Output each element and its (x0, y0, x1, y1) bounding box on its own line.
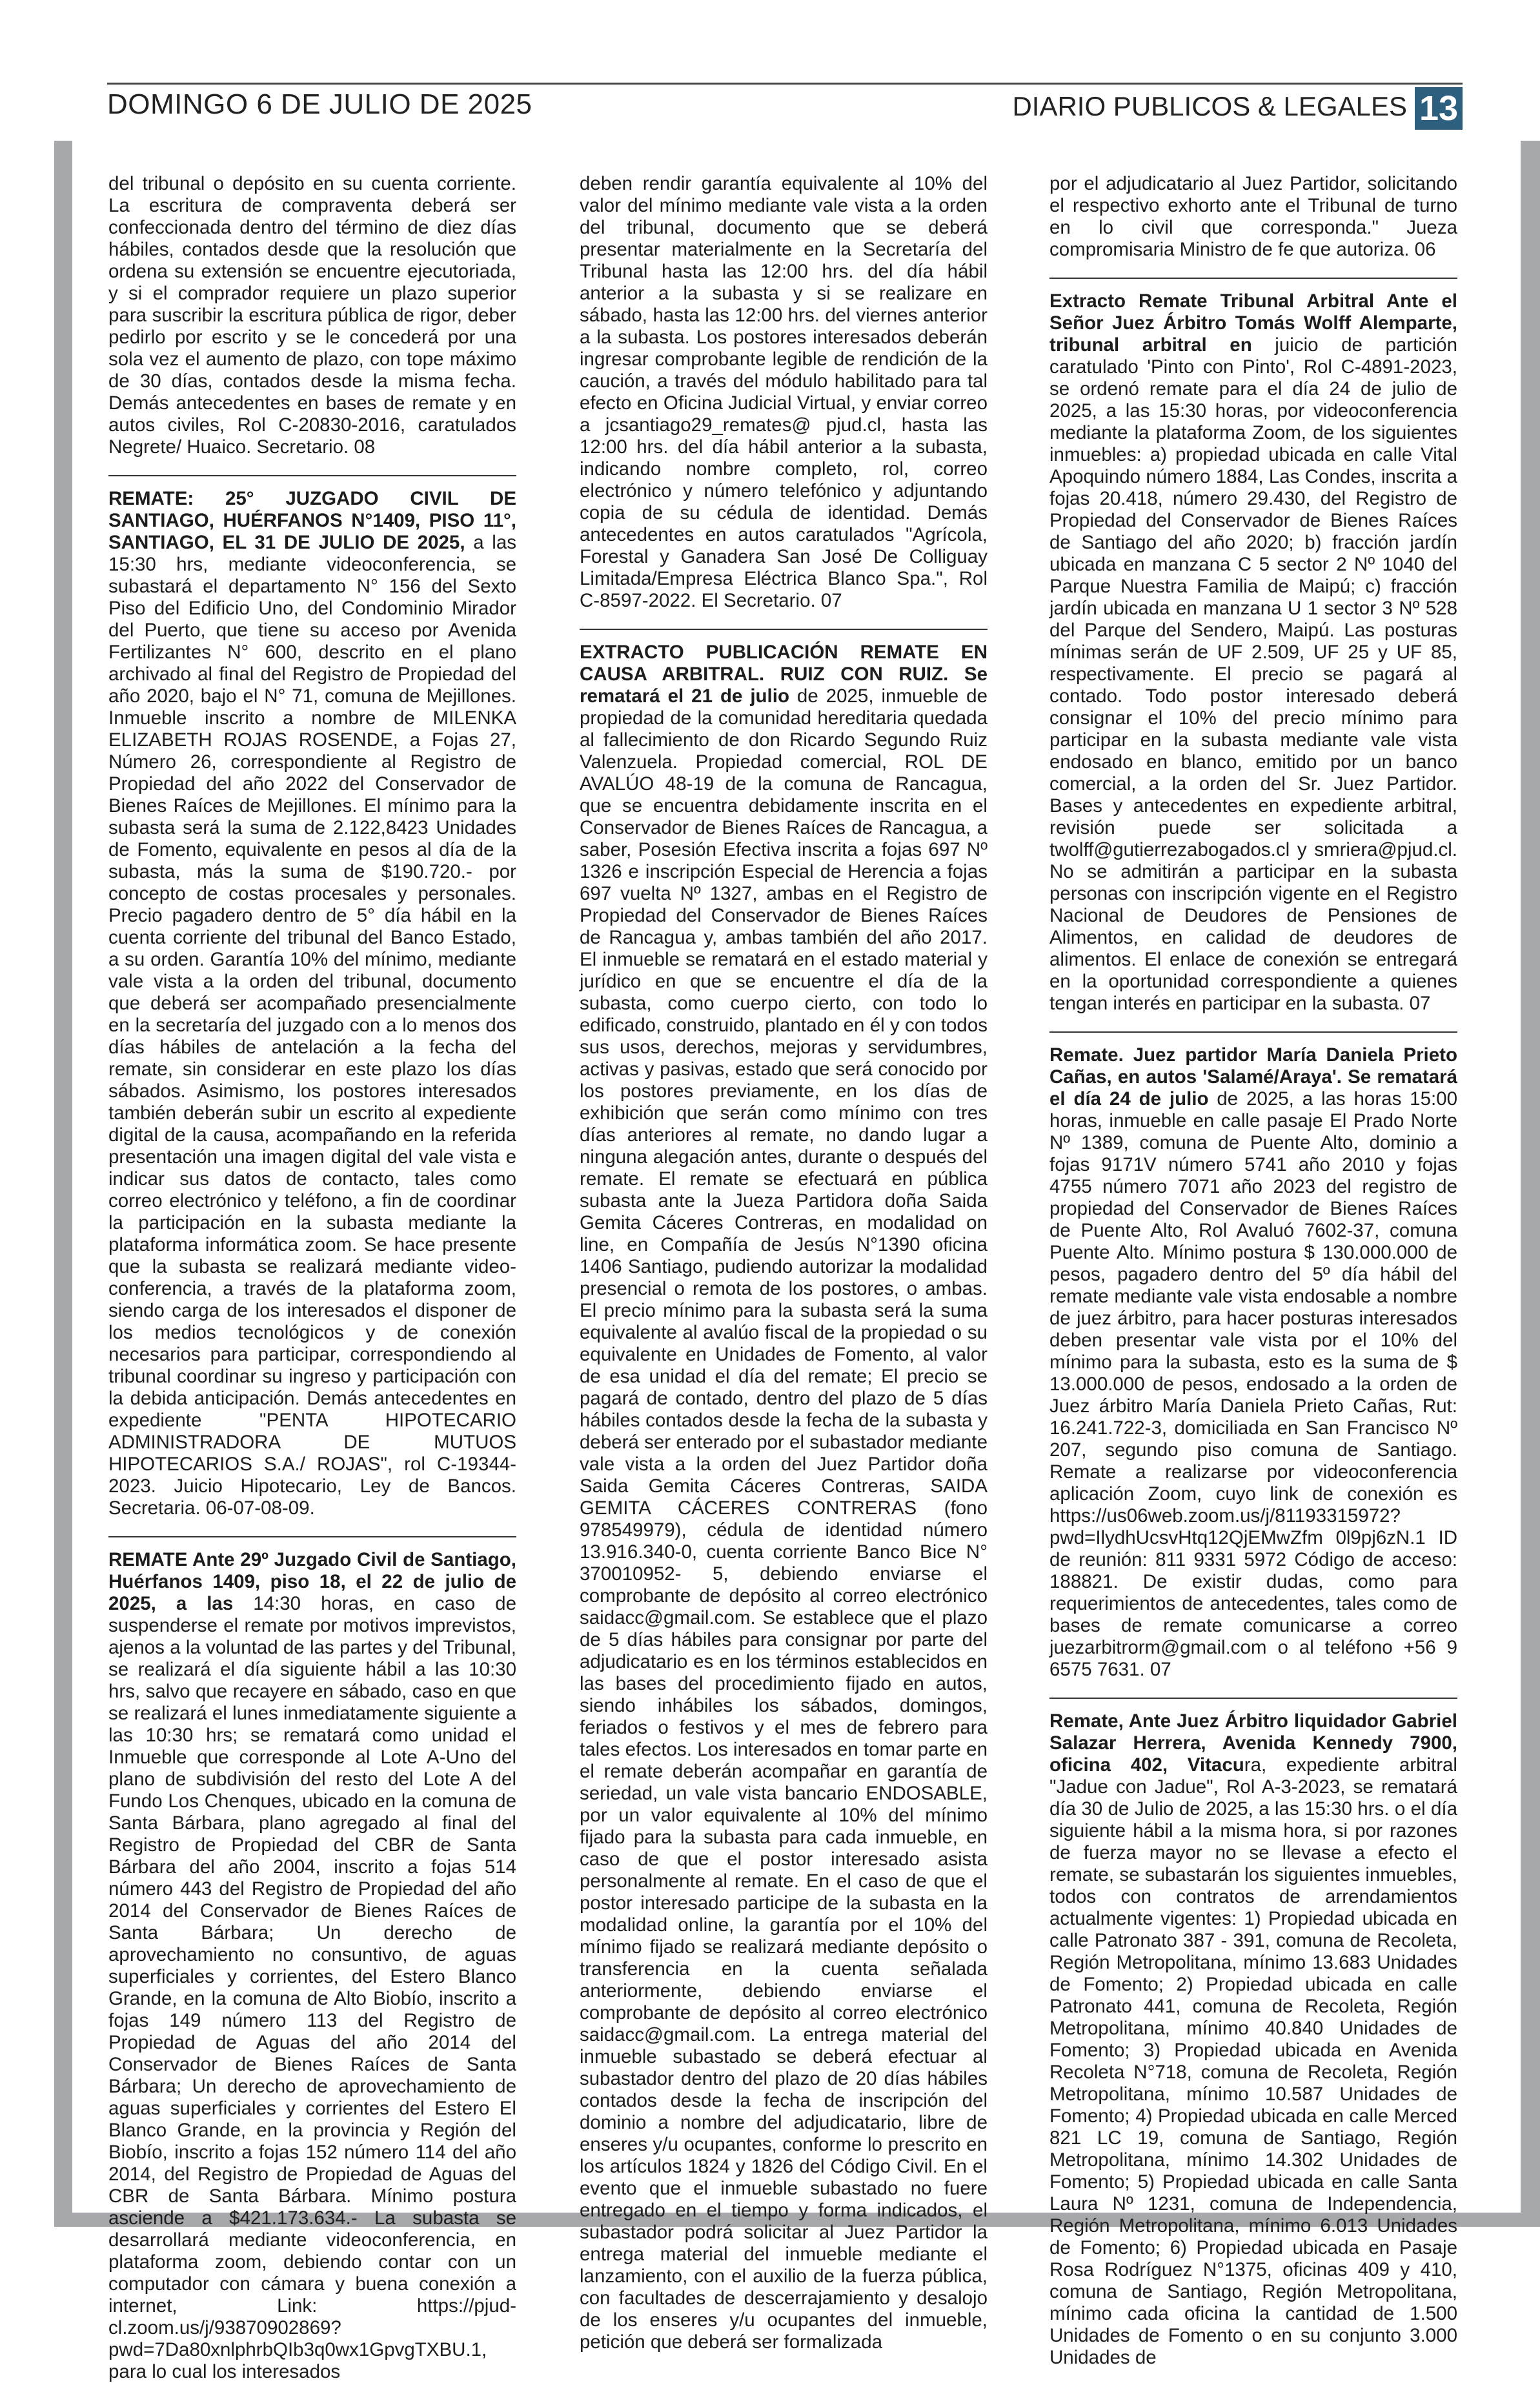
notices-area (72, 141, 1521, 2382)
notice-divider (108, 1536, 516, 1537)
notice-heading: REMATE Ante 29º Juzgado Civil de Santiago, Huérfanos 1409, piso 18, el 22 de julio de 2025, a las (108, 1549, 516, 1614)
notice-jadue-con-jadue (1049, 1710, 1457, 2369)
notice-body: 14:30 horas, en caso de suspenderse el remate por motivos imprevistos, ajenos a la voluntad de las partes y del Tribunal, se realizará el día siguiente hábil a las 10:30 hrs, salvo que recayere en sábado, caso en que se realizará el lunes inmediatamente siguiente a las 10:30 hrs; se rematará como unidad el Inmueble que corresponde al Lote A-Uno del plano de subdivisión del resto del Lote A del Fundo Los Chenques, ubicado en la comuna de Santa Bárbara, plano agregado al final del Registro de Propiedad del CBR de Santa Bárbara del año 2004, inscrito a fojas 514 número 443 del Registro de Propiedad del año 2014 del Conservador de Bienes Raíces de Santa Bárbara; Un derecho de aprovechamiento no consuntivo, de aguas superficiales y corrientes, del Estero Blanco Grande, en la comuna de Alto Biobío, inscrito a fojas 149 número 113 del Registro de Propiedad de Aguas del año 2014 del Conservador de Bienes Raíces de Santa Bárbara; Un derecho de aprovechamiento de aguas superficiales y corrientes del Estero El Blanco Grande, en la provincia y Región del Biobío, inscrito a fojas 152 número 114 del año 2014, del Registro de Propiedad de Aguas del CBR de Santa Bárbara. Mínimo postura asciende a $421.173.634.- La subasta se desarrollará mediante videoconferencia, en plataforma zoom, debiendo contar con un computador con cámara y buena conexión a internet, Link: https://pjud-cl.zoom.us/j/93870902869?pwd=7Da80xnlphrbQIb3q0wx1GpvgTXBU.1, para lo cual los interesados (108, 1593, 516, 2382)
notice-divider (1049, 278, 1457, 279)
notice-ruiz-con-ruiz (580, 642, 988, 2353)
column-3 (1049, 173, 1457, 2368)
notice-continuation: por el adjudicatario al Juez Partidor, solicitando el respectivo exhorto ante el Tribunal de turno en lo civil que corresponda." Jueza compromisaria Ministro de fe que autoriza. 06 (1049, 173, 1457, 260)
notice-body: de 2025, a las horas 15:00 horas, inmueble en calle pasaje El Prado Norte Nº 1389, comuna de Puente Alto, dominio a fojas 9171V número 5741 año 2010 y fojas 4755 número 7071 año 2023 del registro de propiedad del Conservador de Bienes Raíces de Puente Alto, Rol Avaluó 7602-37, comuna Puente Alto. Mínimo postura $ 130.000.000 de pesos, pagadero dentro del 5º día hábil del remate mediante vale vista endosable a nombre de juez árbitro, para hacer posturas interesados deben presentar vale vista por el 10% del mínimo para la subasta, esto es la suma de $ 13.000.000 de pesos, endosado a la orden de Juez árbitro María Daniela Prieto Cañas, Rut: 16.241.722-3, domiciliada en San Francisco Nº 207, segundo piso comuna de Santiago. Remate a realizarse por videoconferencia aplicación Zoom, cuyo link de conexión es https://us06web.zoom.us/j/81193315972?pwd=IlydhUcsvHtq12QjEMwZfm 0l9pj6zN.1 ID de reunión: 811 9331 5972 Código de acceso: 188821. De existir dudas, como para requerimientos de antecedentes, tales como de bases de remate comunicarse a correo juezarbitrorm@gmail.com o al teléfono +56 9 6575 7631. 07 (1049, 1088, 1457, 1680)
notice-continuation: del tribunal o depósito en su cuenta corriente. La escritura de compraventa deberá ser confeccionada dentro del término de diez días hábiles, contados desde que la resolución que ordena su extensión se encuentre ejecutoriada, y si el comprador requiere un plazo superior para suscribir la escritura pública de rigor, deber pedirlo por escrito y se le concederá por una sola vez el aumento de plazo, con tope máximo de 30 días, contados desde la misma fecha. Demás antecedentes en bases de remate y en autos civiles, Rol C-20830-2016, caratulados Negrete/ Huaico. Secretario. 08 (108, 173, 516, 458)
notice-pinto-con-pinto (1049, 290, 1457, 1015)
notice-divider (1049, 1698, 1457, 1699)
column-1 (108, 173, 517, 2382)
notice-heading: Remate, Ante Juez Árbitro liquidador Gabriel Salazar Herrera, Avenida Kennedy 7900, oficina 402, Vitacu (1049, 1710, 1457, 1776)
notice-remate-25-juzgado (108, 488, 516, 1519)
issue-date: DOMINGO 6 DE JULIO DE 2025 (107, 88, 532, 120)
publication-name: DIARIO PUBLICOS & LEGALES (1012, 91, 1407, 121)
notice-salame-araya (1049, 1044, 1457, 1681)
column-2 (580, 173, 988, 2353)
notice-continuation: deben rendir garantía equivalente al 10% del valor del mínimo mediante vale vista a la orden del tribunal, documento que se deberá presentar materialmente en la Secretaría del Tribunal hasta las 12:00 hrs. del día hábil anterior a la subasta y si se realizare en sábado, hasta las 12:00 hrs. del viernes anterior a la subasta. Los postores interesados deberán ingresar comprobante legible de rendición de la caución, a través del módulo habilitado para tal efecto en Oficina Judicial Virtual, y enviar correo a jcsantiago29_remates@ pjud.cl, hasta las 12:00 hrs. del día hábil anterior a la subasta, indicando nombre completo, rol, correo electrónico y número telefónico y adjuntando copia de su cédula de identidad. Demás antecedentes en autos caratulados "Agrícola, Forestal y Ganadera San José De Colliguay Limitada/Empresa Eléctrica Blanco Spa.", Rol C-8597-2022. El Secretario. 07 (580, 173, 988, 611)
notice-divider (108, 475, 516, 476)
notice-heading: EXTRACTO PUBLICACIÓN REMATE EN CAUSA ARBITRAL. RUIZ CON RUIZ. Se rematará el 21 de julio (580, 642, 988, 707)
notice-remate-29-juzgado (108, 1549, 516, 2383)
notice-heading: REMATE: 25° JUZGADO CIVIL DE SANTIAGO, HUÉRFANOS N°1409, PISO 11°, SANTIAGO, EL 31 DE JULIO DE 2025, (108, 488, 516, 553)
notice-heading: Remate. Juez partidor María Daniela Prieto Cañas, en autos 'Salamé/Araya'. Se rematará el día 24 de julio (1049, 1044, 1457, 1110)
notice-body: juicio de partición caratulado 'Pinto con Pinto', Rol C-4891-2023, se ordenó remate para el día 24 de julio de 2025, a las 15:30 horas, por videoconferencia mediante la plataforma Zoom, de los siguientes inmuebles: a) propiedad ubicada en calle Vital Apoquindo número 1884, Las Condes, inscrita a fojas 20.418, número 29.430, del Registro de Propiedad del Conservador de Bienes Raíces de Santiago del año 2020; b) fracción jardín ubicada en manzana C 5 sector 2 Nº 1040 del Parque Nuestra Familia de Maipú; c) fracción jardín ubicada en manzana U 1 sector 3 Nº 528 del Parque del Sendero, Maipú. Las posturas mínimas serán de UF 2.509, UF 25 y UF 85, respectivamente. El precio se pagará al contado. Todo postor interesado deberá consignar el 10% del precio mínimo para participar en la subasta mediante vale vista endosado en blanco, emitido por un banco comercial, a la orden del Sr. Juez Partidor. Bases y antecedentes en expediente arbitral, revisión puede ser solicitada a twolff@gutierrezabogados.cl y smriera@pjud.cl. No se admitirán a participar en la subasta personas con inscripción vigente en el Registro Nacional de Deudores de Pensiones de Alimentos, en calidad de deudores de alimentos. El enlace de conexión se entregará en la oportunidad correspondiente a quienes tengan interés en participar en la subasta. 07 (1049, 334, 1457, 1014)
notice-body: a las 15:30 hrs, mediante videoconferencia, se subastará el departamento N° 156 del Sexto Piso del Edificio Uno, del Condominio Mirador del Puerto, que tiene su acceso por Avenida Fertilizantes N° 600, descrito en el plano archivado al final del Registro de Propiedad del año 2020, bajo el N° 71, comuna de Mejillones. Inmueble inscrito a nombre de MILENKA ELIZABETH ROJAS ROSENDE, a Fojas 27, Número 26, correspondiente al Registro de Propiedad del año 2022 del Conservador de Bienes Raíces de Mejillones. El mínimo para la subasta será la suma de 2.122,8423 Unidades de Fomento, equivalente en pesos al día de la subasta, más la suma de $190.720.- por concepto de costas procesales y personales. Precio pagadero dentro de 5° día hábil en la cuenta corriente del tribunal del Banco Estado, a su orden. Garantía 10% del mínimo, mediante vale vista a la orden del tribunal, documento que deberá ser acompañado presencialmente en la secretaría del juzgado con a lo menos dos días hábiles de antelación a la fecha del remate, sin considerar en este plazo los días sábados. Asimismo, los postores interesados también deberán subir un escrito al expediente digital de la causa, acompañando en la referida presentación una imagen digital del vale vista e indicar sus datos de contacto, tales como correo electrónico y teléfono, a fin de coordinar la participación en la subasta mediante la plataforma informática zoom. Se hace presente que la subasta se realizará mediante video- conferencia, a través de la plataforma zoom, siendo carga de los interesados el disponer de los medios tecnológicos y de conexión necesarios para participar, correspondiendo al tribunal coordinar su ingreso y participación con la debida anticipación. Demás antecedentes en expediente "PENTA HIPOTECARIO ADMINISTRADORA DE MUTUOS HIPOTECARIOS S.A./ ROJAS", rol C-19344-2023. Juicio Hipotecario, Ley de Bancos. Secretaria. 06-07-08-09. (108, 532, 517, 1519)
page-number-badge: 13 (1415, 87, 1463, 130)
notice-body: de 2025, inmueble de propiedad de la comunidad hereditaria quedada al fallecimiento de don Ricardo Segundo Ruiz Valenzuela. Propiedad comercial, ROL DE AVALÚO 48-19 de la comuna de Rancagua, que se encuentra debidamente inscrita en el Conservador de Bienes Raíces de Rancagua, a saber, Posesión Efectiva inscrita a fojas 697 Nº 1326 e inscripción Especial de Herencia a fojas 697 vuelta Nº 1327, ambas en el Registro de Propiedad del Conservador de Bienes Raíces de Rancagua y, ambas también del año 2017. El inmueble se rematará en el estado material y jurídico en que se encuentre el día de la subasta, como cuerpo cierto, con todo lo edificado, construido, plantado en él y con todos sus usos, derechos, mejoras y servidumbres, activas y pasivas, estado que será conocido por los postores previamente, en los días de exhibición que serán como mínimo con tres días anteriores al remate, no dando lugar a ninguna alegación antes, durante o después del remate. El remate se efectuará en pública subasta ante la Jueza Partidora doña Saida Gemita Cáceres Contreras, en modalidad on line, en Compañía de Jesús N°1390 oficina 1406 Santiago, pudiendo autorizar la modalidad presencial o remota de los postores, o ambas. El precio mínimo para la subasta será la suma equivalente al avalúo fiscal de la propiedad o su equivalente en Unidades de Fomento, al valor de esa unidad el día del remate; El precio se pagará de contado, dentro del plazo de 5 días hábiles contados desde la fecha de la subasta y deberá ser enterado por el subastador mediante vale vista a la orden del Juez Partidor doña Saida Gemita Cáceres Contreras, SAIDA GEMITA CÁCERES CONTRERAS (fono 978549979), cédula de identidad número 13.916.340-0, cuenta corriente Banco Bice N° 370010952- 5, debiendo enviarse el comprobante de depósito al correo electrónico saidacc@gmail.com. Se establece que el plazo de 5 días hábiles para consignar por parte del adjudicatario es en los términos establecidos en las bases del procedimiento fijado en autos, siendo inhábiles los sábados, domingos, feriados o festivos y el mes de febrero para tales efectos. Los interesados en tomar parte en el remate deberán acompañar en garantía de seriedad, un vale vista bancario ENDOSABLE, por un valor equivalente al 10% del mínimo fijado para la subasta para cada inmueble, en caso de que el postor interesado asista personalmente al remate. En el caso de que el postor interesado participe de la subasta en la modalidad online, la garantía por el 10% del mínimo fijado se realizará mediante depósito o transferencia en la cuenta señalada anteriormente, debiendo enviarse el comprobante de depósito al correo electrónico saidacc@gmail.com. La entrega material del inmueble subastado se deberá efectuar al subastador dentro del plazo de 20 días hábiles contados desde la fecha de inscripción del dominio a nombre del adjudicatario, libre de enseres y/u ocupantes, conforme lo prescrito en los artículos 1824 y 1826 del Código Civil. En el evento que el inmueble subastado no fuere entregado en el tiempo y forma indicados, el subastador podrá solicitar al Juez Partidor la entrega material del inmueble mediante el lanzamiento, con el auxilio de la fuerza pública, con facultades de descerrajamiento y desalojo de los enseres y/u ocupantes del inmueble, petición que deberá ser formalizada (580, 685, 988, 2353)
notice-body: ra, expediente arbitral "Jadue con Jadue", Rol A-3-2023, se rematará día 30 de Julio de 2025, a las 15:30 hrs. o el día siguiente hábil a la misma hora, si por razones de fuerza mayor no se llevase a efecto el remate, se subastarán los siguientes inmuebles, todos con contratos de arrendamientos actualmente vigentes: 1) Propiedad ubicada en calle Patronato 387 - 391, comuna de Recoleta, Región Metropolitana, mínimo 13.683 Unidades de Fomento; 2) Propiedad ubicada en calle Patronato 441, comuna de Recoleta, Región Metropolitana, mínimo 40.840 Unidades de Fomento; 3) Propiedad ubicada en Avenida Recoleta N°718, comuna de Recoleta, Región Metropolitana, mínimo 10.587 Unidades de Fomento; 4) Propiedad ubicada en calle Merced 821 LC 19, comuna de Santiago, Región Metropolitana, mínimo 14.302 Unidades de Fomento; 5) Propiedad ubicada en calle Santa Laura Nº 1231, comuna de Independencia, Región Metropolitana, mínimo 6.013 Unidades de Fomento; 6) Propiedad ubicada en Pasaje Rosa Rodríguez N°1375, oficinas 409 y 410, comuna de Santiago, Región Metropolitana, mínimo cada oficina la cantidad de 1.500 Unidades de Fomento o en su conjunto 3.000 Unidades de (1049, 1754, 1457, 2368)
page-header (107, 83, 1463, 134)
notice-divider (580, 629, 988, 630)
page-frame (54, 141, 1540, 2382)
notice-heading: Extracto Remate Tribunal Arbitral Ante el Señor Juez Árbitro Tomás Wolff Alemparte, tribunal arbitral en (1049, 290, 1457, 356)
notice-divider (1049, 1031, 1457, 1033)
